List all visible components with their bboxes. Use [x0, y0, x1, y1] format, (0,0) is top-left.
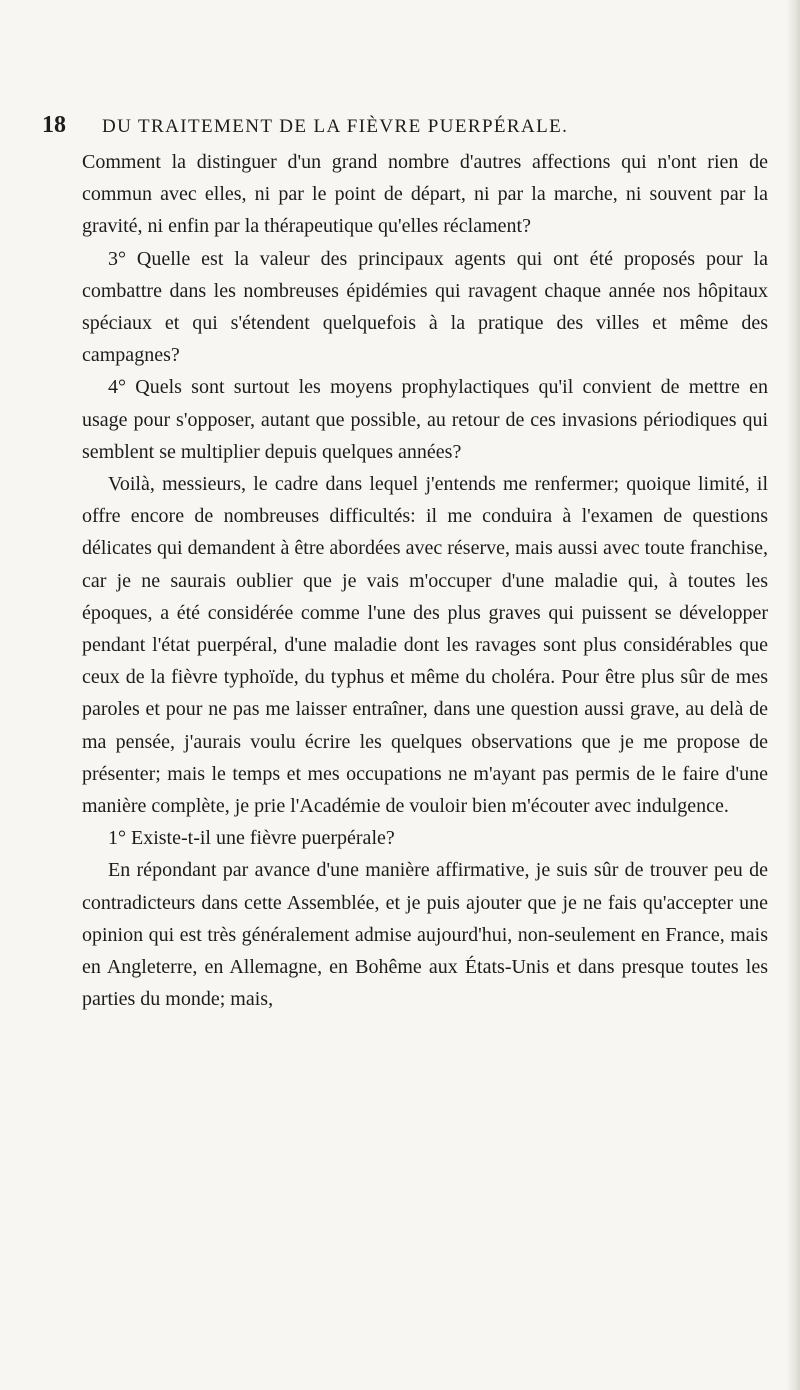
body-text — [82, 146, 768, 1015]
paragraph-introduction: Voilà, messieurs, le cadre dans lequel j'entends me renfermer; quoique limité, il offre encore de nombreuses difficultés: il me conduira à l'examen de questions délicates qui demandent à être abordées avec réserve, mais aussi avec toute franchise, car je ne saurais oublier que je vais m'occuper d'une maladie qui, à toutes les époques, a été considérée comme l'une des plus graves qui puissent se développer pendant l'état puerpéral, d'une maladie dont les ravages sont plus considérables que ceux de la fièvre typhoïde, du typhus et même du choléra. Pour être plus sûr de mes paroles et pour ne pas me laisser entraîner, dans une question aussi grave, au delà de ma pensée, j'aurais voulu écrire les quelques observations que je me propose de présenter; mais le temps et mes occupations ne m'ayant pas permis de le faire d'une manière complète, je prie l'Académie de vouloir bien m'écouter avec indulgence. — [82, 473, 768, 818]
page-number: 18 — [42, 112, 66, 138]
paragraph-question-3: 3° Quelle est la valeur des principaux agents qui ont été proposés pour la combattre dans les nombreuses épidémies qui ravagent chaque année nos hôpitaux spéciaux et qui s'étendent quelquefois à la pratique des villes et même des campagnes? — [82, 247, 768, 367]
page-edge-shadow — [786, 0, 800, 1390]
running-title: DU TRAITEMENT DE LA FIÈVRE PUERPÉRALE. — [102, 116, 569, 137]
paragraph-answer: En répondant par avance d'une manière affirmative, je suis sûr de trouver peu de contradicteurs dans cette Assemblée, et je puis ajouter que je ne fais qu'accepter une opinion qui est très généralement admise aujourd'hui, non-seulement en France, mais en Angleterre, en Allemagne, en Bohême aux États-Unis et dans presque toutes les parties du monde; mais, — [82, 859, 768, 1011]
paragraph-continuation: Comment la distinguer d'un grand nombre d'autres affections qui n'ont rien de commun avec elles, ni par le point de départ, ni par la marche, ni souvent par la gravité, ni enfin par la thérapeutique qu'elles réclament? — [82, 151, 768, 238]
section-heading-question-1: 1° Existe-t-il une fièvre puerpérale? — [108, 827, 395, 850]
paragraph-question-4: 4° Quels sont surtout les moyens prophylactiques qu'il convient de mettre en usage pour s'opposer, autant que possible, au retour de ces invasions périodiques qui semblent se multiplier depuis quelques années? — [82, 376, 768, 463]
page-header — [42, 112, 762, 142]
